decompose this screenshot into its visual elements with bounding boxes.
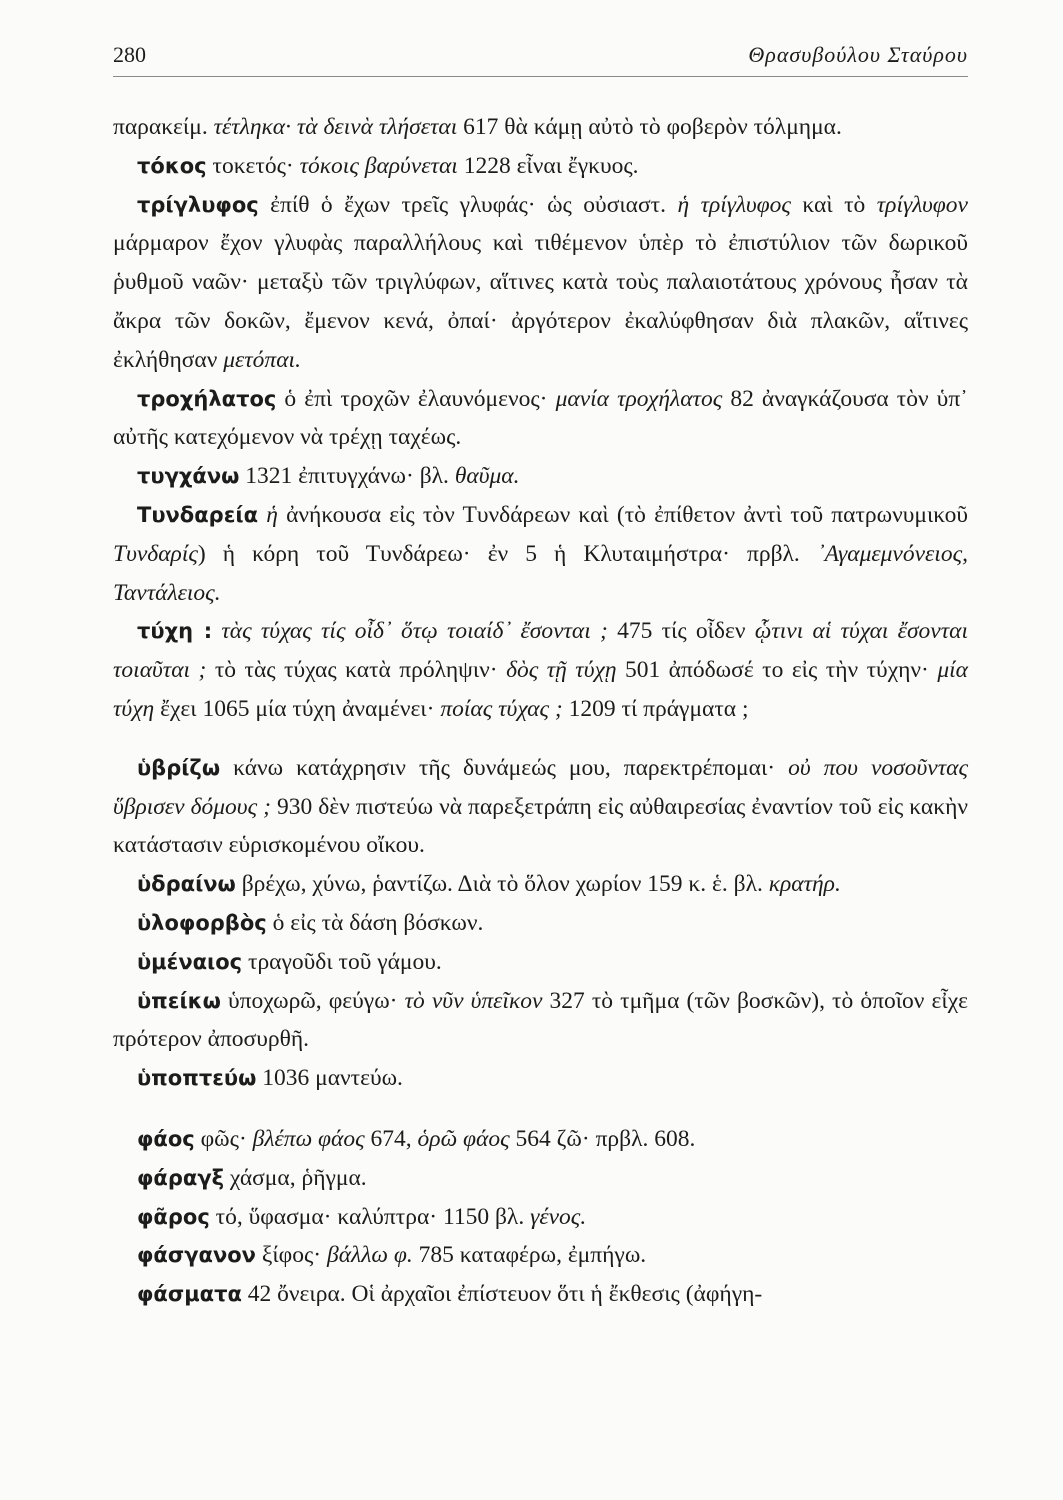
definition-text: 475 τίς οἶδεν [607,618,755,645]
headword: φᾶρος [137,1204,210,1229]
headword: ὑλοφορβὸς [137,910,267,935]
italic-citation: μετόπαι. [223,346,301,373]
definition-text: 1321 ἐπιτυγχάνω· βλ. [239,463,455,490]
headword: τροχήλατος [137,386,277,411]
definition-text: ὁ εἰς τὰ δάση βόσκων. [266,909,484,936]
definition-text: κάνω κατάχρησιν τῆς δυνάμεώς μου, παρεκτρέπομαι· [220,754,789,781]
headword: τύχη : [137,619,213,644]
headword: ὑποπτεύω [137,1066,257,1091]
definition-text: χάσμα, ῥῆγμα. [224,1164,367,1191]
glossary-entry [113,457,968,496]
glossary-entry [113,108,968,147]
page-number: 280 [113,42,146,67]
italic-citation: τρίγλυφον [876,191,968,218]
glossary-entry [113,380,968,458]
definition-text: 327 τὸ τμῆμα (τῶν βοσκῶν), τὸ ὁποῖον εἶχε πρότερον ἀποσυρθῆ. [113,987,968,1053]
italic-citation: ἡ [266,501,278,528]
glossary-entry [113,1059,968,1098]
glossary-entry [113,496,968,612]
glossary-entry [113,1198,968,1237]
glossary-entry [113,1236,968,1275]
glossary-entry [113,904,968,943]
definition-text: 42 ὄνειρα. Οἱ ἀρχαῖοι ἐπίστευον ὅτι ἡ ἔκθεσις (ἀφήγη- [241,1281,763,1308]
page-header [113,40,968,77]
italic-citation: ᾽Αγαμεμνόνειος, Ταντάλειος. [113,540,968,606]
glossary-entry [113,749,968,865]
definition-text: ἔχει 1065 μία τύχη ἀναμένει· [154,695,441,722]
italic-citation: τέτληκα· τὰ δεινὰ τλήσεται [213,114,458,140]
italic-citation: οὐ που νοσοῦντας ὕβρισεν δόμους ; [113,754,968,820]
headword: Τυνδαρεία [137,502,258,527]
definition-text: καὶ τὸ [790,191,877,218]
italic-citation: Τυνδαρίς [113,540,198,567]
definition-text: τὸ τὰς τύχας κατὰ πρόληψιν· [206,657,507,684]
headword: ὑπείκω [137,988,221,1013]
definition-text: ξίφος· [255,1242,327,1269]
glossary-entry [113,1159,968,1198]
definition-text: 1228 εἶναι ἔγκυος. [457,152,639,179]
italic-citation: τὰς τύχας τίς οἶδ᾽ ὅτῳ τοιαίδ᾽ ἔσονται ; [221,618,608,645]
definition-text: ἐπίθ ὁ ἔχων τρεῖς γλυφάς· ὡς οὐσιαστ. [258,191,678,218]
italic-citation: τόκοις βαρύνεται [299,152,458,179]
definition-text [212,618,221,644]
italic-citation: γένος. [530,1203,587,1230]
glossary-entry [113,865,968,904]
glossary-body [113,108,968,1314]
headword: φάσματα [137,1282,242,1307]
headword: ὑβρίζω [137,755,221,780]
italic-citation: τὸ νῦν ὑπεῖκον [404,987,543,1014]
glossary-entry [113,612,968,728]
definition-text: ὁ ἐπὶ τροχῶν ἐλαυνόμενος· [276,385,556,412]
headword: φάσγανον [137,1243,256,1268]
definition-text: ) ἡ κόρη τοῦ Τυνδάρεω· ἐν 5 ἡ Κλυταιμήστρα· πρβλ. [197,540,817,567]
definition-text: ὑποχωρῶ, φεύγω· [220,987,405,1014]
italic-citation: κρατήρ. [768,871,841,898]
definition-text: φῶς· [194,1125,253,1152]
headword: φάραγξ [137,1165,225,1190]
glossary-entry [113,186,968,380]
definition-text: τοκετός· [206,152,300,179]
glossary-entry [113,1275,968,1314]
italic-citation: ἡ τρίγλυφος [677,191,791,218]
definition-text [258,502,266,528]
definition-text: 617 θὰ κάμῃ αὐτὸ τὸ φοβερὸν τόλμημα. [457,114,842,140]
definition-text: 785 καταφέρω, ἐμπήγω. [412,1242,647,1269]
italic-citation: μανία τροχήλατος [555,385,723,412]
glossary-entry [113,1120,968,1159]
definition-text: βρέχω, χύνω, ῥαντίζω. Διὰ τὸ ὅλον χωρίον 159 κ. ἑ. βλ. [235,871,769,898]
definition-text: τό, ὕφασμα· καλύπτρα· 1150 βλ. [209,1203,531,1230]
headword: τρίγλυφος [137,192,259,217]
definition-text: 82 ἀναγκάζουσα τὸν ὑπ᾽ αὐτῆς κατεχόμενον νὰ τρέχῃ ταχέως. [113,385,969,451]
headword: τόκος [137,153,207,178]
italic-citation: ᾧτινι αἱ τύχαι ἔσονται τοιαῦται ; [113,618,968,684]
headword: ὑμέναιος [137,949,243,974]
italic-citation: ποίας τύχας ; [440,695,563,722]
running-head: Θρασυβούλου Σταύρου [748,42,968,67]
definition-text: 501 ἀπόδωσέ το εἰς τὴν τύχην· [616,657,938,684]
headword: ὑδραίνω [137,872,236,897]
italic-citation: μία τύχη [113,657,968,722]
italic-citation: θαῦμα. [454,463,520,490]
glossary-entry [113,943,968,982]
definition-text: μάρμαρον ἔχον γλυφὰς παραλλήλους καὶ τιθέμενον ὑπὲρ τὸ ἐπιστύλιον τῶν δωρικοῦ ῥυθμοῦ ναῶν· μεταξὺ τῶν τριγλύφων, αἵτινες κατὰ τοὺς παλαιοτάτους χρόνους ἦσαν τὰ ἄκρα τῶν δοκῶν, ἔμενον κενά, ὀπαί· ἀργότερον ἐκαλύφθησαν διὰ πλακῶν, αἵτινες ἐκλήθησαν [113,230,968,373]
headword: τυγχάνω [137,464,240,489]
definition-text: τραγοῦδι τοῦ γάμου. [242,948,442,975]
glossary-entry [113,147,968,186]
definition-text: 564 ζῶ· πρβλ. 608. [509,1125,696,1152]
definition-text: 930 δὲν πιστεύω νὰ παρεξετράπη εἰς αὐθαιρεσίας ἐναντίον τοῦ εἰς κακὴν κατάστασιν εὑρισκομένου οἴκου. [113,793,968,859]
definition-text: παρακείμ. [113,114,214,140]
definition-text: 674, [364,1125,418,1152]
italic-citation: ὁρῶ φάος [417,1125,510,1152]
definition-text: 1036 μαντεύω. [256,1065,403,1092]
italic-citation: βάλλω φ. [326,1242,413,1269]
headword: φάος [137,1126,195,1151]
definition-text: 1209 τί πράγματα ; [562,695,749,722]
definition-text: ἀνήκουσα εἰς τὸν Τυνδάρεων καὶ (τὸ ἐπίθετον ἀντὶ τοῦ πατρωνυμικοῦ [277,501,969,528]
italic-citation: βλέπω φάος [252,1125,365,1152]
glossary-entry [113,982,968,1060]
italic-citation: δὸς τῇ τύχῃ [506,657,617,684]
